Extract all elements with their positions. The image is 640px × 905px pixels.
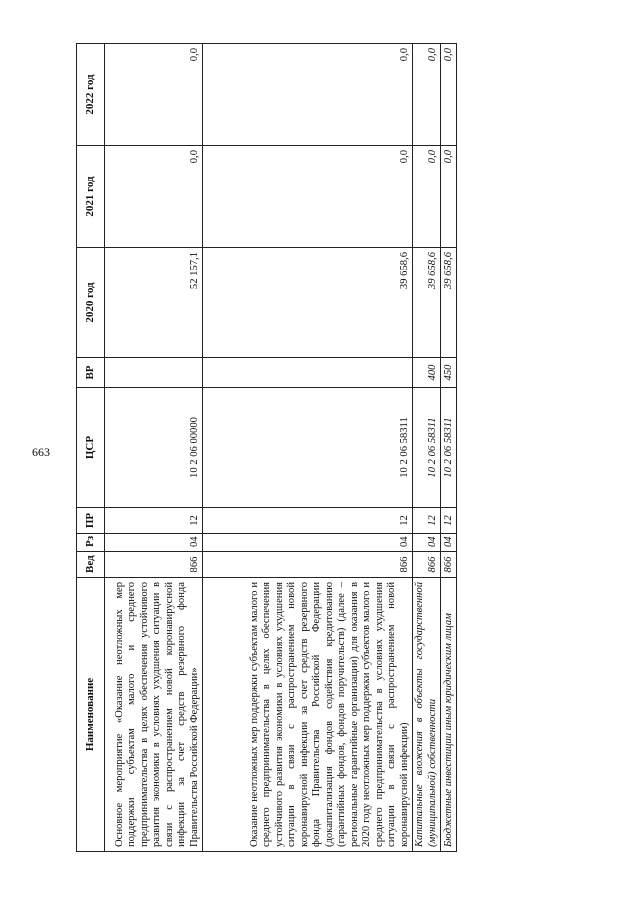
row-2021: 0,0	[413, 146, 441, 248]
table-row	[441, 44, 457, 852]
header-2021: 2021 год	[77, 146, 105, 248]
row-pr: 12	[105, 508, 203, 534]
row-ved: 866	[105, 552, 203, 578]
row-rz: 04	[441, 534, 457, 552]
row-ved: 866	[413, 552, 441, 578]
rotated-table-content	[76, 44, 456, 852]
row-2021: 0,0	[203, 146, 413, 248]
row-rz: 04	[203, 534, 413, 552]
row-name: Капитальные вложения в объекты государственной (муниципальной) собственности	[413, 578, 441, 852]
row-name: Основное мероприятие «Оказание неотложных мер поддержки субъектам малого и среднего предпринимательства в целях обеспечения устойчивого развития экономики в условиях ухудшения ситуации в связи с распространением новой коронавирусной инфекции за счет средств резервного фонда Правительства Российской Федерации»	[105, 578, 203, 852]
header-rz: Рз	[77, 534, 105, 552]
budget-table	[76, 43, 457, 852]
row-name: Оказание неотложных мер поддержки субъектам малого и среднего предпринимательства в целях обеспечения устойчивого развития экономики в условиях ухудшения ситуации в связи с распространением новой коронавирусной инфекции за счет средств резервного фонда Правительства Российской Федерации (докапитализация фондов содействия кредитованию (гарантийных фондов, фондов поручительств) (далее – региональные гарантийные организации) для оказания в 2020 году неотложных мер поддержки субъектов малого и среднего предпринимательства в условиях ухудшения ситуации в связи с распространением новой коронавирусной инфекции)	[203, 578, 413, 852]
rotated-table-frame	[76, 44, 456, 852]
table-row	[203, 44, 413, 852]
row-2022: 0,0	[413, 44, 441, 146]
row-vr	[203, 358, 413, 388]
page-number: 663	[32, 445, 50, 459]
row-2020: 52 157,1	[105, 248, 203, 358]
table-row	[105, 44, 203, 852]
row-name: Бюджетные инвестиции иным юридическим лицам	[441, 578, 457, 852]
row-csr: 10 2 06 00000	[105, 388, 203, 508]
row-rz: 04	[105, 534, 203, 552]
header-ved: Вед	[77, 552, 105, 578]
header-name: Наименование	[77, 578, 105, 852]
header-2020: 2020 год	[77, 248, 105, 358]
row-2022: 0,0	[203, 44, 413, 146]
row-2020: 39 658,6	[441, 248, 457, 358]
header-vr: ВР	[77, 358, 105, 388]
header-pr: ПР	[77, 508, 105, 534]
row-vr	[105, 358, 203, 388]
row-vr: 400	[413, 358, 441, 388]
row-pr: 12	[203, 508, 413, 534]
row-rz: 04	[413, 534, 441, 552]
header-2022: 2022 год	[77, 44, 105, 146]
row-csr: 10 2 06 58311	[441, 388, 457, 508]
row-ved: 866	[441, 552, 457, 578]
row-2021: 0,0	[441, 146, 457, 248]
row-2022: 0,0	[105, 44, 203, 146]
row-2020: 39 658,6	[203, 248, 413, 358]
row-csr: 10 2 06 58311	[203, 388, 413, 508]
row-2020: 39 658,6	[413, 248, 441, 358]
header-csr: ЦСР	[77, 388, 105, 508]
row-2022: 0,0	[441, 44, 457, 146]
table-row	[413, 44, 441, 852]
row-2021: 0,0	[105, 146, 203, 248]
row-pr: 12	[413, 508, 441, 534]
header-row	[77, 44, 105, 852]
row-ved: 866	[203, 552, 413, 578]
row-vr: 450	[441, 358, 457, 388]
row-csr: 10 2 06 58311	[413, 388, 441, 508]
row-pr: 12	[441, 508, 457, 534]
